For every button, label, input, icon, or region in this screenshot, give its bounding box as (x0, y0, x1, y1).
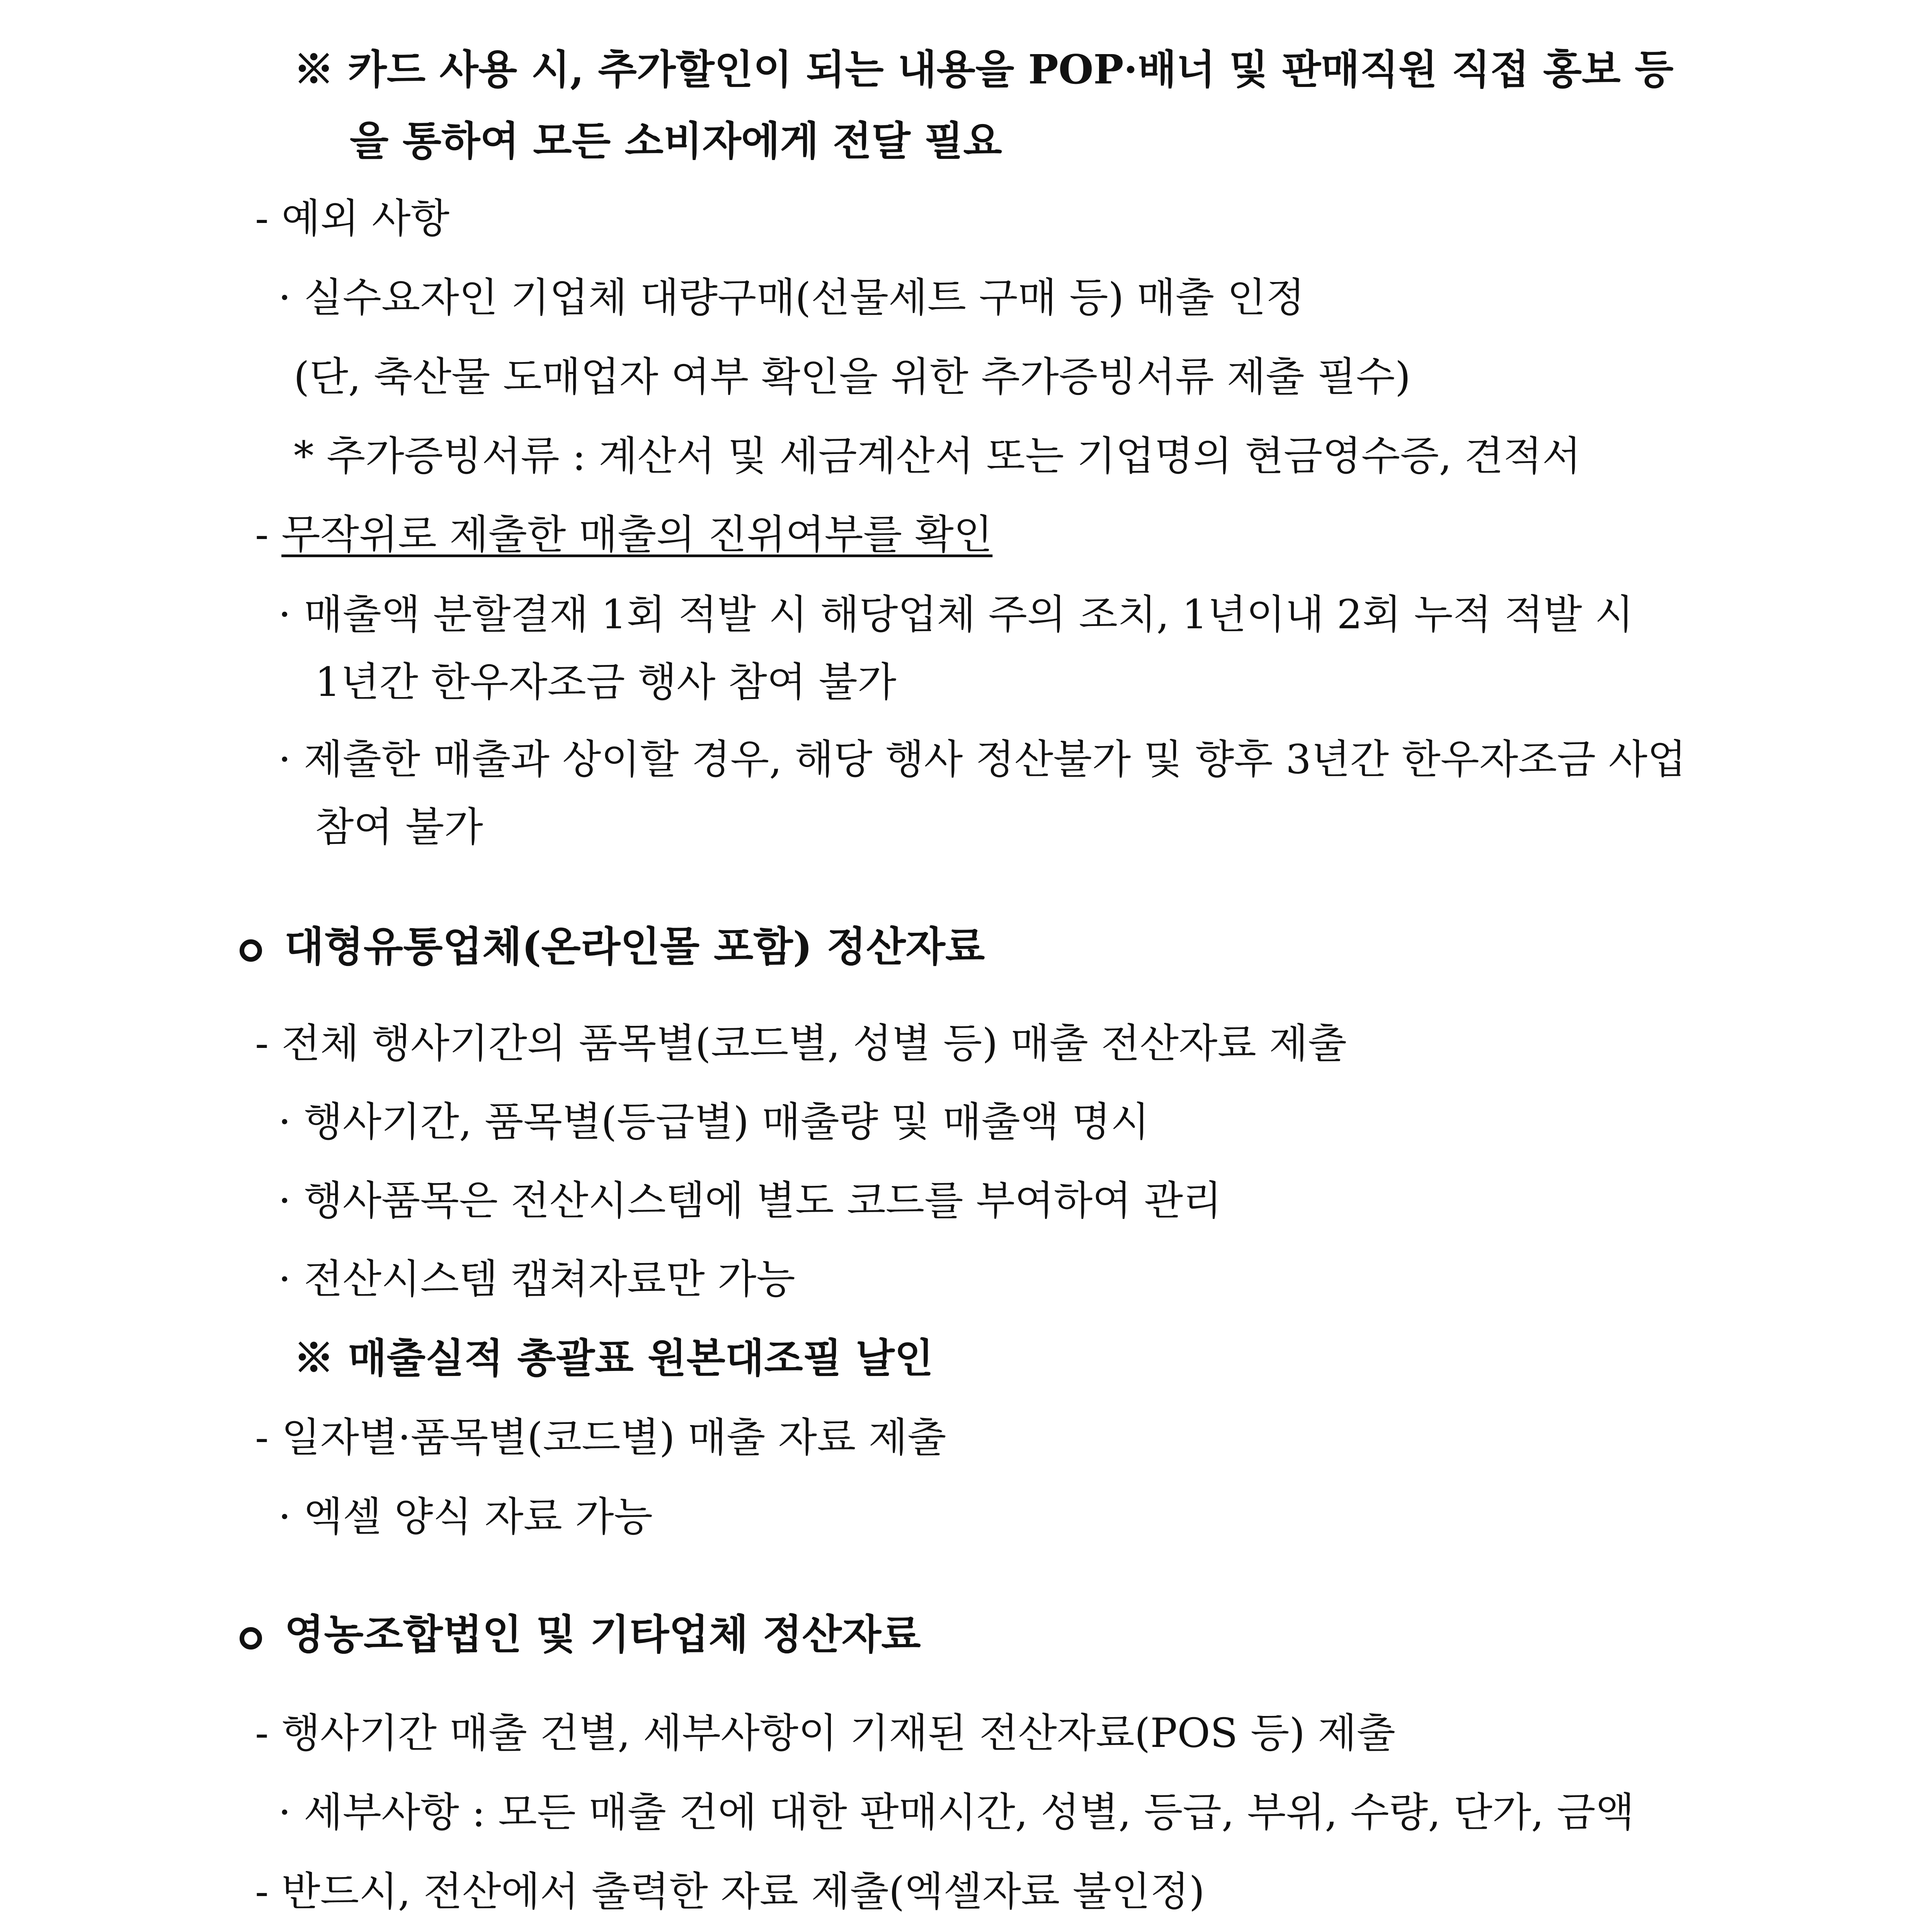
bullet-item-split-payment: · 매출액 분할결재 1회 적발 시 해당업체 주의 조치, 1년이내 2회 누적 적발 시 (278, 591, 1634, 638)
notice-line-card-promo: ※ 카드 사용 시, 추가할인이 되는 내용을 POP·배너 및 판매직원 직접 홍보 등 (294, 46, 1674, 93)
section-heading-large-retail: 대형유통업체(온라인몰 포함) 정산자료 (240, 922, 985, 972)
notice-line-card-promo-cont: 을 통하여 모든 소비자에게 전달 필요 (350, 117, 1002, 165)
bullet-item-item-codes: · 행사품목은 전산시스템에 별도 코드를 부여하여 관리 (278, 1177, 1222, 1224)
note-extra-documents: * 추가증빙서류 : 계산서 및 세금계산서 또는 기업명의 현금영수증, 견적서 (294, 432, 1581, 480)
bullet-item-mismatch-cont: 참여 불가 (315, 803, 483, 850)
dash-item-random-check (255, 509, 992, 560)
bullet-item-details: · 세부사항 : 모든 매출 건에 대한 판매시간, 성별, 등급, 부위, 수량, 단가, 금액 (278, 1789, 1635, 1836)
dash-item-daily-sales: - 일자별·품목별(코드별) 매출 자료 제출 (255, 1414, 946, 1461)
notice-line-summary-seal: ※ 매출실적 총괄표 원본대조필 날인 (294, 1334, 934, 1382)
note-wholesale-check: (단, 축산물 도매업자 여부 확인을 위한 추가증빙서류 제출 필수) (294, 353, 1411, 400)
dash-item-printed-data: - 반드시, 전산에서 출력한 자료 제출(엑셀자료 불인정) (255, 1868, 1205, 1915)
circle-bullet-icon (240, 939, 262, 962)
underlined-random-check: 무작위로 제출한 매출의 진위여부를 확인 (281, 511, 993, 558)
bullet-item-mismatch: · 제출한 매출과 상이할 경우, 해당 행사 정산불가 및 향후 3년간 한우자조금 사업 (278, 736, 1686, 783)
bullet-item-capture-only: · 전산시스템 캡쳐자료만 가능 (278, 1255, 795, 1303)
bullet-item-bulk-purchase: · 실수요자인 기업체 대량구매(선물세트 구매 등) 매출 인정 (278, 274, 1305, 321)
section-heading-farm-corp: 영농조합법인 및 기타업체 정산자료 (240, 1609, 921, 1660)
bullet-item-period-items: · 행사기간, 품목별(등급별) 매출량 및 매출액 명시 (278, 1098, 1150, 1145)
circle-bullet-icon (240, 1627, 262, 1650)
dash-item-exceptions: - 예외 사항 (255, 195, 450, 242)
dash-item-pos-data: - 행사기간 매출 건별, 세부사항이 기재된 전산자료(POS 등) 제출 (255, 1709, 1395, 1757)
dash-prefix: - (255, 511, 282, 558)
dash-item-sales-data: - 전체 행사기간의 품목별(코드별, 성별 등) 매출 전산자료 제출 (255, 1020, 1347, 1067)
bullet-item-excel-ok: · 엑셀 양식 자료 가능 (278, 1493, 653, 1540)
bullet-item-split-payment-cont: 1년간 한우자조금 행사 참여 불가 (315, 658, 897, 706)
